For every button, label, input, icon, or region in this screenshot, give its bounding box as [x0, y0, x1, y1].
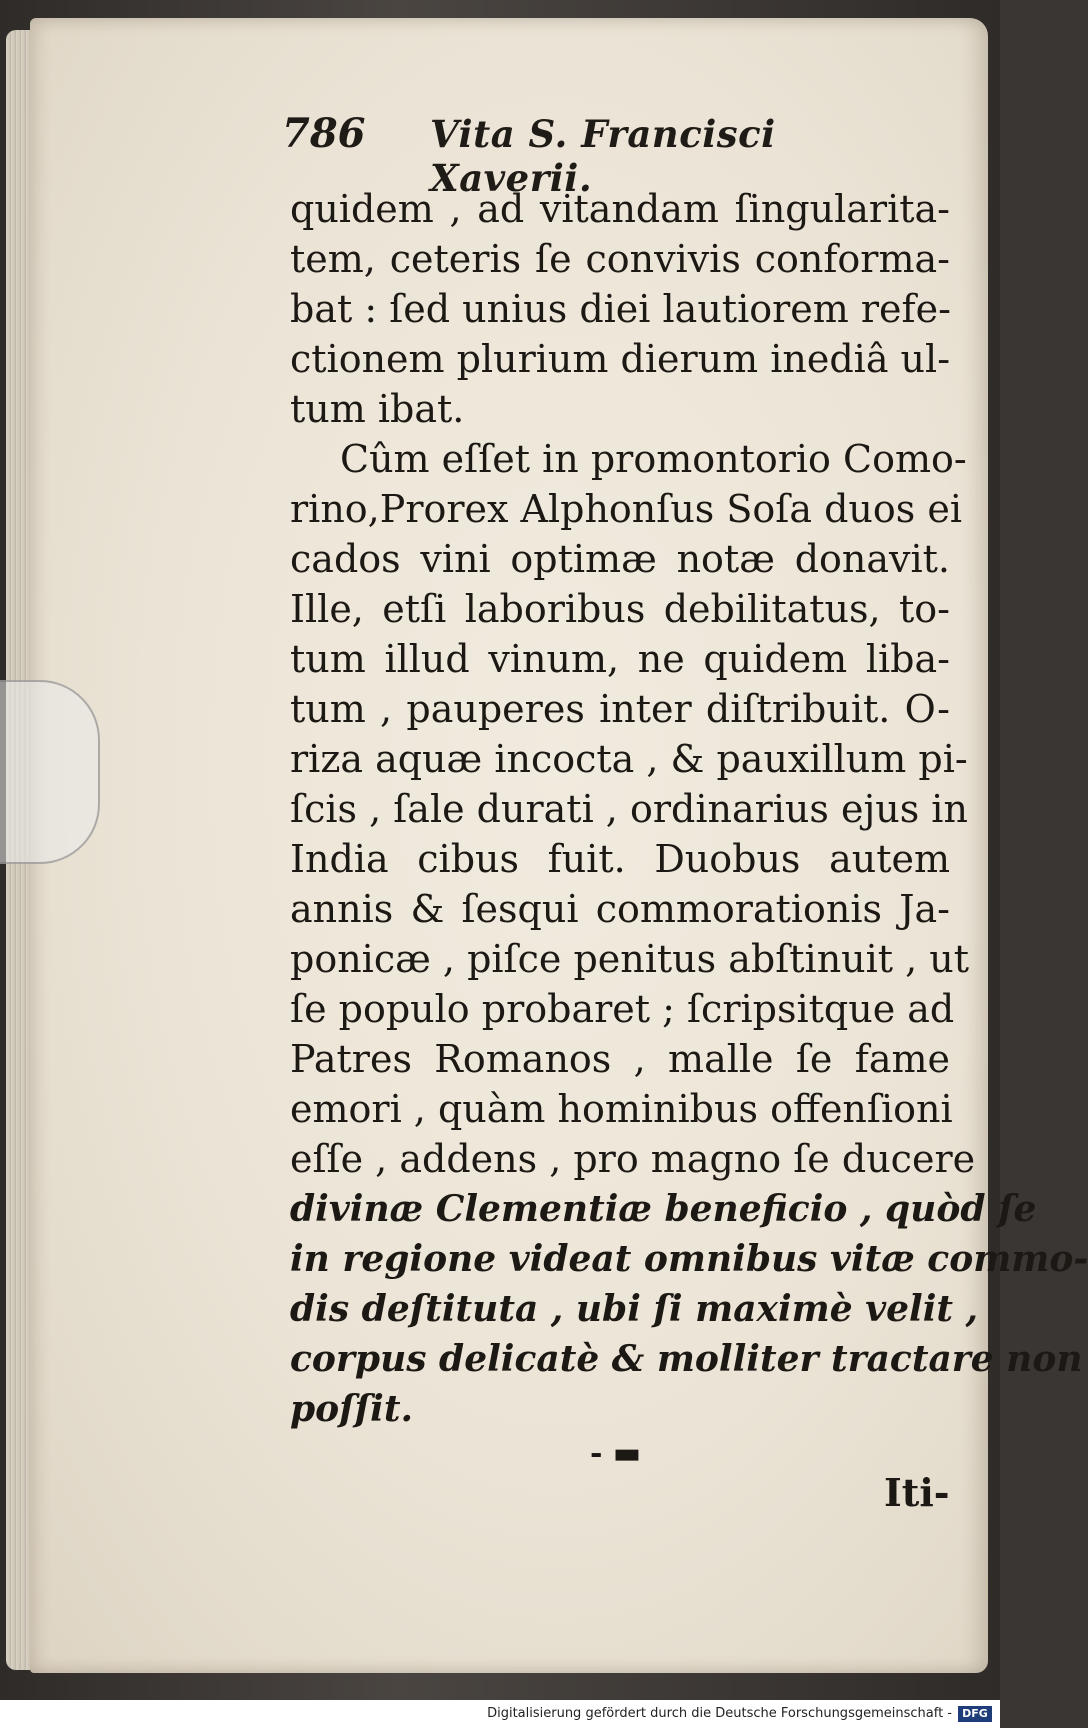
- body-text: [290, 184, 1088, 1434]
- text-line: tem, ceteris ſe convivis conforma-: [290, 237, 950, 281]
- text-line: rino,Prorex Alphonſus Soſa duos ei: [290, 487, 962, 531]
- text-line: annis & ſesqui commorationis Ja-: [290, 887, 950, 931]
- running-title: Vita S. Francisci Xaverii.: [430, 112, 776, 200]
- text-line: India cibus fuit. Duobus autem: [290, 837, 950, 881]
- text-line: ponicæ , piſce penitus abſtinuit , ut: [290, 937, 970, 981]
- text-line: corpus delicatè & molliter tractare non: [290, 1338, 1083, 1380]
- text-line: riza aquæ incocta , & pauxillum pi-: [290, 737, 968, 781]
- text-line: Patres Romanos , malle ſe fame: [290, 1037, 950, 1081]
- text-line: ſe populo probaret ; ſcripsitque ad: [290, 987, 955, 1031]
- text-line: emori , quàm hominibus offenſioni: [290, 1087, 953, 1131]
- text-line: quidem , ad vitandam ſingularita-: [290, 187, 950, 231]
- text-line: bat : ſed unius diei lautiorem refe-: [290, 287, 951, 331]
- text-line: ſcis , ſale durati , ordinarius ejus in: [290, 787, 968, 831]
- page-number: 786: [282, 110, 366, 157]
- text-line: poſſit.: [290, 1388, 413, 1430]
- text-line: in regione videat omnibus vitæ commo-: [290, 1238, 1088, 1280]
- text-line: ctionem plurium dierum inediâ ul-: [290, 337, 951, 381]
- footer-bar: [0, 1700, 1000, 1728]
- text-line: Cûm eſſet in promontorio Como-: [340, 437, 967, 481]
- text-line: tum illud vinum, ne quidem liba-: [290, 637, 950, 681]
- footer-credit: Digitalisierung gefördert durch die Deutsche Forschungsgemeinschaft -: [487, 1706, 952, 1721]
- text-line: eſſe , addens , pro magno ſe ducere: [290, 1137, 976, 1181]
- page-header: [282, 110, 922, 200]
- ornament: - ▬: [590, 1436, 642, 1471]
- text-line: tum , pauperes inter diſtribuit. O-: [290, 687, 950, 731]
- bookmark-clip: [0, 680, 100, 864]
- text-line: tum ibat.: [290, 387, 465, 431]
- text-line: dis deſtituta , ubi ſi maximè velit ,: [290, 1288, 979, 1330]
- text-line: Ille, etſi laboribus debilitatus, to-: [290, 587, 950, 631]
- text-line: cados vini optimæ notæ donavit.: [290, 537, 950, 581]
- catchword: Iti-: [884, 1470, 950, 1515]
- text-line: divinæ Clementiæ beneficio , quòd ſe: [290, 1188, 1037, 1230]
- dfg-logo: DFG: [958, 1706, 992, 1722]
